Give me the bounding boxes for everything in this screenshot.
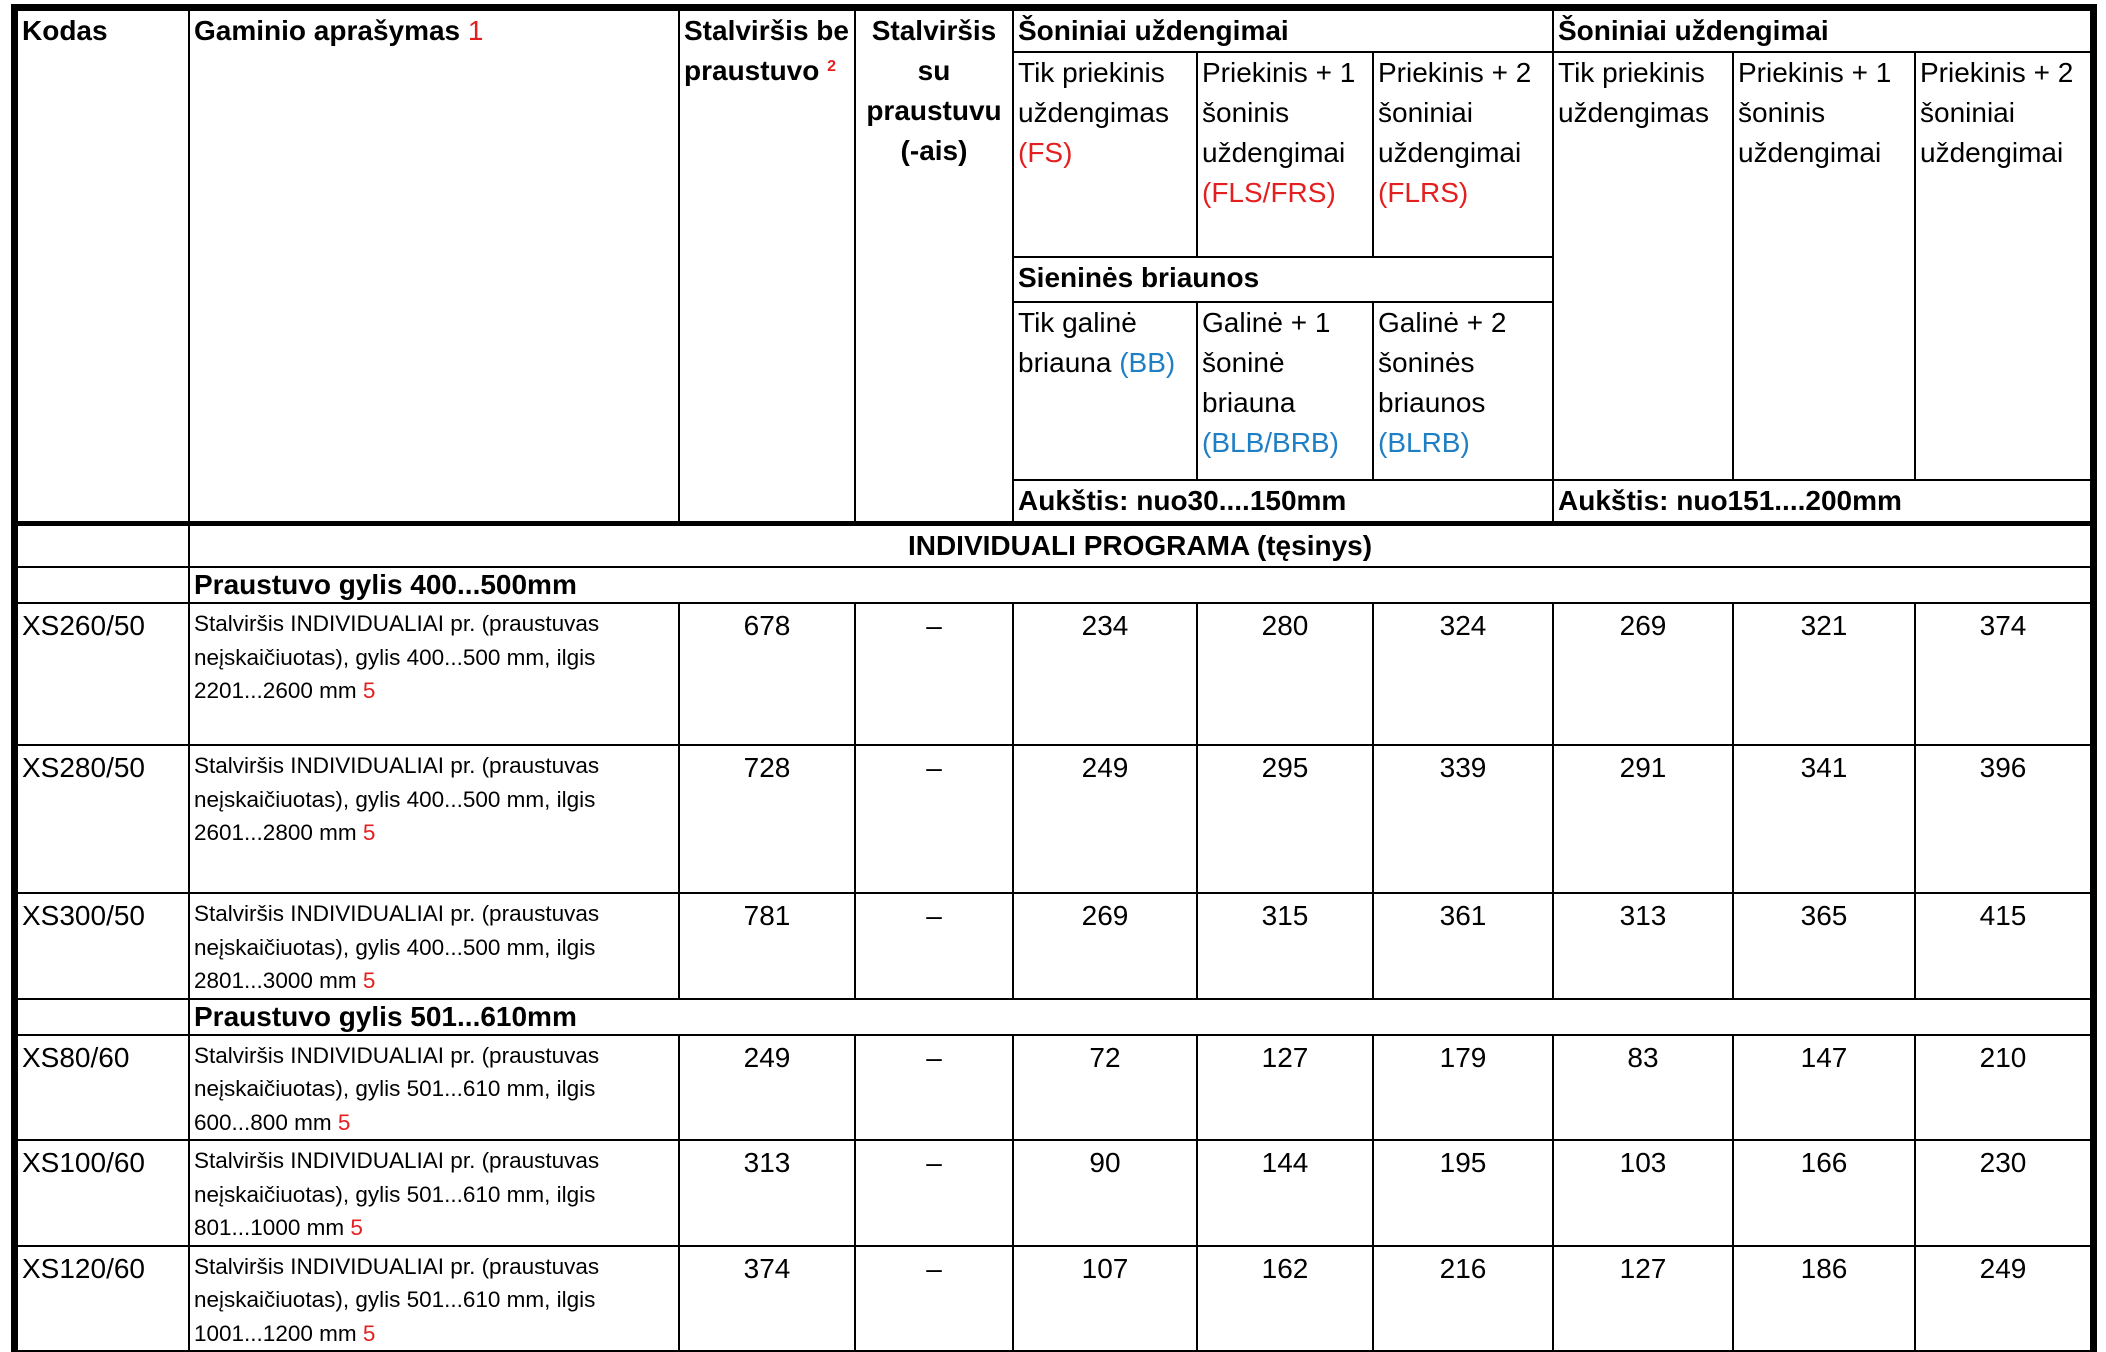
header-stal-su-line2: su bbox=[917, 55, 951, 86]
row-code: XS120/60 bbox=[17, 1246, 189, 1352]
table-row bbox=[17, 745, 2091, 893]
row-description bbox=[189, 1246, 679, 1352]
row-value-right-fls: 365 bbox=[1733, 893, 1915, 999]
row-ref: 5 bbox=[362, 678, 376, 703]
row-value-right-flrs: 396 bbox=[1915, 745, 2091, 893]
row-code: XS280/50 bbox=[17, 745, 189, 893]
table-row bbox=[17, 893, 2091, 999]
row-be: 249 bbox=[679, 1035, 855, 1141]
header-blrb bbox=[1373, 302, 1553, 480]
row-su: – bbox=[855, 1140, 1013, 1246]
row-value-fls: 162 bbox=[1197, 1246, 1373, 1352]
row-value-right-fls: 147 bbox=[1733, 1035, 1915, 1141]
header-gaminio-ref: 1 bbox=[467, 15, 484, 46]
header-stal-su-line4: (-ais) bbox=[900, 135, 968, 166]
header-blb-label: Galinė + 1 šoninė briauna bbox=[1202, 307, 1331, 418]
header-bb-code: (BB) bbox=[1119, 347, 1176, 378]
row-value-right-flrs: 210 bbox=[1915, 1035, 2091, 1141]
row-description bbox=[189, 603, 679, 745]
header-fs bbox=[1013, 52, 1197, 257]
row-value-right-fs: 127 bbox=[1553, 1246, 1733, 1352]
header-sienines-briaunos: Sieninės briaunos bbox=[1013, 257, 1553, 302]
row-value-right-fs: 83 bbox=[1553, 1035, 1733, 1141]
row-value-fs: 249 bbox=[1013, 745, 1197, 893]
row-value-right-flrs: 249 bbox=[1915, 1246, 2091, 1352]
row-value-right-fls: 341 bbox=[1733, 745, 1915, 893]
row-value-fls: 315 bbox=[1197, 893, 1373, 999]
row-value-flrs: 324 bbox=[1373, 603, 1553, 745]
section-spacer bbox=[17, 567, 189, 603]
header-aukstis-right: Aukštis: nuo151....200mm bbox=[1553, 480, 2091, 524]
row-description bbox=[189, 745, 679, 893]
table-row bbox=[17, 1035, 2091, 1141]
section-spacer bbox=[17, 999, 189, 1035]
row-value-flrs: 361 bbox=[1373, 893, 1553, 999]
row-value-right-fs: 313 bbox=[1553, 893, 1733, 999]
header-soniniai-right: Šoniniai uždengimai bbox=[1553, 10, 2091, 52]
program-title-spacer bbox=[17, 524, 189, 568]
row-code: XS260/50 bbox=[17, 603, 189, 745]
price-table bbox=[16, 9, 2092, 1352]
row-value-right-flrs: 374 bbox=[1915, 603, 2091, 745]
program-title: INDIVIDUALI PROGRAMA (tęsinys) bbox=[189, 524, 2091, 568]
row-value-fs: 90 bbox=[1013, 1140, 1197, 1246]
row-value-fs: 269 bbox=[1013, 893, 1197, 999]
row-description bbox=[189, 893, 679, 999]
row-description-text: Stalviršis INDIVIDUALIAI pr. (praustuvas neįskaičiuotas), gylis 501...610 mm, ilgis 600...800 mm bbox=[194, 1042, 600, 1135]
row-value-right-fls: 321 bbox=[1733, 603, 1915, 745]
header-fls-label: Priekinis + 1 šoninis uždengimai bbox=[1202, 57, 1356, 168]
row-be: 781 bbox=[679, 893, 855, 999]
header-kodas: Kodas bbox=[17, 10, 189, 524]
row-ref: 5 bbox=[362, 820, 376, 845]
row-description-text: Stalviršis INDIVIDUALIAI pr. (praustuvas neįskaičiuotas), gylis 501...610 mm, ilgis 1001...1200 mm bbox=[194, 1253, 600, 1346]
row-code: XS100/60 bbox=[17, 1140, 189, 1246]
header-blb bbox=[1197, 302, 1373, 480]
row-value-flrs: 216 bbox=[1373, 1246, 1553, 1352]
row-be: 374 bbox=[679, 1246, 855, 1352]
header-fs-code: (FS) bbox=[1018, 137, 1073, 168]
row-value-right-fs: 269 bbox=[1553, 603, 1733, 745]
price-table-sheet bbox=[16, 9, 2090, 1346]
row-value-fs: 234 bbox=[1013, 603, 1197, 745]
row-value-fs: 72 bbox=[1013, 1035, 1197, 1141]
header-aukstis-left: Aukštis: nuo30....150mm bbox=[1013, 480, 1553, 524]
header-flrs bbox=[1373, 52, 1553, 257]
row-be: 678 bbox=[679, 603, 855, 745]
row-ref: 5 bbox=[362, 968, 376, 993]
header-right-fls: Priekinis + 1 šoninis uždengimai bbox=[1733, 52, 1915, 480]
row-value-fls: 127 bbox=[1197, 1035, 1373, 1141]
header-blrb-code: (BLRB) bbox=[1378, 427, 1470, 458]
row-value-right-flrs: 415 bbox=[1915, 893, 2091, 999]
header-stal-be-line2: praustuvo bbox=[684, 55, 820, 86]
table-row bbox=[17, 603, 2091, 745]
header-bb bbox=[1013, 302, 1197, 480]
row-description-text: Stalviršis INDIVIDUALIAI pr. (praustuvas neįskaičiuotas), gylis 501...610 mm, ilgis 801...1000 mm bbox=[194, 1148, 600, 1240]
row-ref: 5 bbox=[350, 1215, 363, 1240]
row-su: – bbox=[855, 1035, 1013, 1141]
row-code: XS80/60 bbox=[17, 1035, 189, 1141]
row-value-fls: 144 bbox=[1197, 1140, 1373, 1246]
header-flrs-code: (FLRS) bbox=[1378, 177, 1469, 208]
row-be: 313 bbox=[679, 1140, 855, 1246]
row-value-fls: 280 bbox=[1197, 603, 1373, 745]
header-flrs-label: Priekinis + 2 šoniniai uždengimai bbox=[1378, 57, 1532, 168]
row-value-fls: 295 bbox=[1197, 745, 1373, 893]
header-stalvirsis-be bbox=[679, 10, 855, 524]
header-stal-be-line1: Stalviršis be bbox=[684, 15, 849, 46]
row-value-right-fls: 186 bbox=[1733, 1246, 1915, 1352]
table-row bbox=[17, 1246, 2091, 1352]
row-be: 728 bbox=[679, 745, 855, 893]
header-right-fs: Tik priekinis uždengimas bbox=[1553, 52, 1733, 480]
header-fls bbox=[1197, 52, 1373, 257]
header-fls-code: (FLS/FRS) bbox=[1202, 177, 1336, 208]
header-bb-label: Tik galinė briauna bbox=[1018, 307, 1137, 378]
row-su: – bbox=[855, 745, 1013, 893]
row-ref: 5 bbox=[362, 1320, 376, 1346]
header-gaminio-label: Gaminio aprašymas bbox=[194, 15, 461, 46]
row-description bbox=[189, 1035, 679, 1141]
table-row bbox=[17, 1140, 2091, 1246]
row-su: – bbox=[855, 603, 1013, 745]
section-title: Praustuvo gylis 400...500mm bbox=[189, 567, 2091, 603]
row-su: – bbox=[855, 893, 1013, 999]
row-value-right-fs: 291 bbox=[1553, 745, 1733, 893]
row-value-right-fls: 166 bbox=[1733, 1140, 1915, 1246]
row-value-right-fs: 103 bbox=[1553, 1140, 1733, 1246]
header-stal-su-line1: Stalviršis bbox=[871, 15, 997, 46]
header-soniniai-left: Šoniniai uždengimai bbox=[1013, 10, 1553, 52]
row-description-text: Stalviršis INDIVIDUALIAI pr. (praustuvas neįskaičiuotas), gylis 400...500 mm, ilgis 2201...2600 mm bbox=[194, 611, 600, 703]
row-code: XS300/50 bbox=[17, 893, 189, 999]
row-value-flrs: 195 bbox=[1373, 1140, 1553, 1246]
row-value-flrs: 179 bbox=[1373, 1035, 1553, 1141]
header-right-flrs: Priekinis + 2 šoniniai uždengimai bbox=[1915, 52, 2091, 480]
header-blrb-label: Galinė + 2 šoninės briaunos bbox=[1378, 307, 1507, 418]
row-description-text: Stalviršis INDIVIDUALIAI pr. (praustuvas neįskaičiuotas), gylis 400...500 mm, ilgis 2601...2800 mm bbox=[194, 753, 600, 845]
row-value-fs: 107 bbox=[1013, 1246, 1197, 1352]
row-description bbox=[189, 1140, 679, 1246]
header-gaminio-aprasymas bbox=[189, 10, 679, 524]
row-value-right-flrs: 230 bbox=[1915, 1140, 2091, 1246]
row-value-flrs: 339 bbox=[1373, 745, 1553, 893]
header-stalvirsis-su bbox=[855, 10, 1013, 524]
header-blb-code: (BLB/BRB) bbox=[1202, 427, 1339, 458]
header-fs-label: Tik priekinis uždengimas bbox=[1018, 57, 1169, 128]
header-stal-be-ref: 2 bbox=[827, 58, 837, 75]
row-su: – bbox=[855, 1246, 1013, 1352]
row-ref: 5 bbox=[337, 1109, 351, 1135]
header-stal-su-line3: praustuvu bbox=[866, 95, 1002, 126]
section-title: Praustuvo gylis 501...610mm bbox=[189, 999, 2091, 1035]
row-description-text: Stalviršis INDIVIDUALIAI pr. (praustuvas neįskaičiuotas), gylis 400...500 mm, ilgis 2801...3000 mm bbox=[194, 901, 600, 993]
